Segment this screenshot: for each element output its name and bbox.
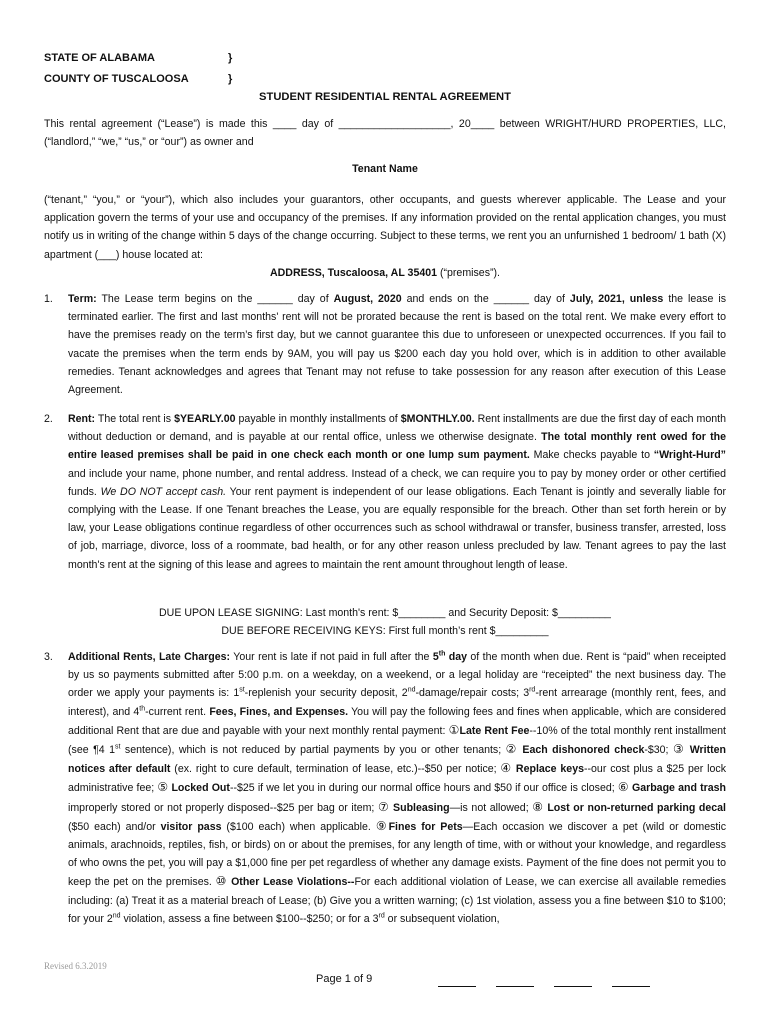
due-before-keys: DUE BEFORE RECEIVING KEYS: First full month’s rent $_________ [221, 625, 549, 637]
text-run: -$30; [644, 744, 673, 757]
superscript: rd [378, 912, 385, 920]
text-bold: Garbage and trash [628, 782, 726, 795]
text-bold: Late Rent Fee [459, 724, 530, 737]
section-label: Term: [68, 293, 97, 305]
text-run: Rent installments are due the first day of each month without deduction or demand, and is payable at our rental office, unless we otherwise designate. [68, 413, 726, 444]
text-run: -damage/repair costs; 3 [415, 687, 530, 700]
superscript: rd [529, 686, 536, 694]
text-run: Your rent payment is independent of our lease obligations. Each Tenant is jointly and severally liable for complying with the Lease. If one Tenant breaches the Lease, you are equally responsible for the breach. Other than set forth herein or by law, your Lease obligations continue regardless of other occurrences such as school withdrawal or transfer, business transfer, arrested, loss of job, marriage, divorce, loss of a roommate, bad health, or for any other reason unless precluded by law. Tenant agrees to pay the last month's rent at the signing of this lease and agrees to maintain the rent amount throughout length of lease. [68, 485, 726, 571]
address-rest: (“premises”). [437, 267, 500, 279]
text-run: Make checks payable to [529, 449, 654, 462]
section-number: 3. [44, 651, 53, 663]
text-bold: The total monthly rent owed for the entire leased premises shall be paid in one check each month or one lump sum payment. [68, 431, 726, 462]
text-bold: Locked Out [168, 782, 230, 795]
initial-line [438, 985, 476, 987]
text-run: ($50 each) and/or [68, 820, 161, 833]
circled-number-icon: ④ [500, 761, 513, 776]
superscript: st [239, 686, 245, 694]
text-bold: Fees, Fines, and Expenses. [209, 705, 349, 718]
text-run: and include your name, phone number, and rental address. Instead of a check, we can require you to pay by money order or other certified funds. [68, 467, 726, 498]
text-run: --10% of the total monthly rent installment (see ¶4 1 [68, 724, 727, 757]
text-run: -replenish your security deposit, 2 [244, 687, 408, 700]
state-label: STATE OF ALABAMA [44, 52, 156, 64]
circled-number-icon: ⑩ [215, 874, 228, 889]
text-bold: Lost or non-returned parking decal [543, 801, 727, 814]
tenant-name: Tenant Name [352, 163, 418, 175]
text-run: --our cost plus a $25 per lock administrative fee; [68, 763, 726, 795]
text-bold: $YEARLY.00 [174, 413, 236, 425]
text-bold: Each dishonored check [517, 744, 645, 757]
circled-number-icon: ① [448, 722, 460, 737]
brace: } [228, 73, 233, 85]
page-number: Page 1 of 9 [316, 973, 373, 985]
text-run: —Each occasion we discover a pet (wild or domestic animals, arachnoids, reptiles, fish, or birds) on or about the premises, for any length of time, with or without your knowledge, and regardless of who owns the pet, you will pay a $1,000 fine per pet regardless of whether any damage exists. Payment of the fine does not permit you to keep the pet on the premises. [68, 820, 726, 889]
text-run: improperly stored or not properly disposed--$25 per bag or item; [68, 801, 378, 814]
text-run: —is not allowed; [449, 801, 533, 814]
initial-line [496, 985, 534, 987]
section-text [68, 410, 726, 574]
text-run: -rent arrearage (monthly rent, fees, and interest), and 4 [68, 687, 726, 718]
section-term [44, 290, 726, 399]
text-bold: August, 2020 [333, 293, 402, 305]
text-run: You will pay the following fees and fines when applicable, which are considered additional Rent that are due and payable with your next monthly rental payment: [68, 705, 726, 737]
address-bold: ADDRESS, Tuscaloosa, AL 35401 [270, 267, 438, 279]
intro-paragraph: This rental agreement (“Lease”) is made this ____ day of ___________________, 20____ between WRIGHT/HURD PROPERTIES, LLC, (“landlord,” “we,” “us,” or “our”) as owner and [44, 118, 726, 149]
text-run: -current rent. [145, 705, 210, 718]
text-run: Your rent is late if not paid in full after the [230, 651, 433, 663]
section-rent [44, 410, 726, 574]
text-run: and ends on the ______ day of [401, 293, 570, 305]
text-run: --$25 if we let you in during our normal office hours and $50 if our office is closed; [229, 782, 618, 795]
text-run: For each additional violation of Lease, we can exercise all available remedies including: (a) Treat it as a material breach of Lease; (b) Give you a written warning; (c) 1st violation, assess you a fine between $10 to $100; for your 2 [68, 876, 726, 925]
caption-header [44, 48, 232, 90]
due-upon-signing: DUE UPON LEASE SIGNING: Last month's rent: $________ and Security Deposit: $_________ [159, 607, 611, 619]
superscript: nd [407, 686, 416, 694]
section-label: Additional Rents, Late Charges: [68, 651, 231, 663]
text-bold: Written notices after default [68, 744, 726, 776]
text-run: The total rent is [95, 413, 175, 425]
circled-number-icon: ② [505, 742, 518, 757]
text-run: payable in monthly installments of [235, 413, 401, 425]
tenant-definition-paragraph: (“tenant,” “you,” or “your”), which also includes your guarantors, other occupants, and guests wherever applicable. The Lease and your application govern the terms of your use and occupancy of the premises. If any information provided on the rental application changes, you must notify us in writing of the change within 5 days of the change occurring. Subject to these terms, we rent you an unfurnished 1 bedroom/ 1 bath (X) apartment (___) house located at: [44, 194, 726, 261]
section-number: 2. [44, 413, 53, 425]
text-run: violation, assess a fine between $100--$250; or for a 3 [120, 912, 379, 925]
text-run: . The order we apply your payments is: 1 [68, 669, 727, 700]
initial-line [612, 985, 650, 987]
circled-number-icon: ⑧ [532, 799, 544, 814]
text-bold: Subleasing [389, 801, 450, 814]
text-italic: We DO NOT accept cash. [100, 485, 227, 498]
circled-number-icon: ⑦ [377, 799, 390, 814]
address-line [0, 264, 770, 282]
superscript: st [115, 743, 121, 751]
section-text [68, 290, 726, 399]
text-bold: visitor pass [160, 820, 222, 833]
text-bold: Fines for Pets [388, 820, 463, 833]
text-bold: Other Lease Violations-- [227, 876, 355, 889]
initials-lines [438, 985, 650, 987]
superscript: th [139, 705, 146, 713]
brace: } [228, 52, 233, 64]
text-run: ($100 each) when applicable. [221, 820, 376, 833]
document-title: STUDENT RESIDENTIAL RENTAL AGREEMENT [259, 91, 511, 103]
section-additional-rents [44, 648, 726, 928]
county-label: COUNTY OF TUSCALOOSA [44, 73, 189, 85]
text-bold: $MONTHLY.00. [400, 413, 475, 425]
text-run: of the month when due. Rent is “paid” when receipted by us so payments submitted after 5:00 p.m. on a weekday, on a weekend, or a legal holiday are “receipted” the next business day [68, 651, 726, 682]
text-bold: 5 [432, 651, 439, 663]
text-bold: Replace keys [512, 763, 584, 776]
text-run: The Lease term begins on the ______ day of [96, 293, 334, 305]
section-text [68, 648, 726, 928]
section-label: Rent: [68, 413, 96, 425]
superscript: nd [112, 912, 121, 920]
circled-number-icon: ⑨ [375, 818, 389, 833]
section-number: 1. [44, 293, 53, 305]
circled-number-icon: ⑤ [157, 780, 169, 795]
text-bold: “Wright-Hurd” [653, 449, 726, 462]
initial-line [554, 985, 592, 987]
circled-number-icon: ③ [672, 742, 686, 757]
text-bold: day [445, 651, 467, 663]
text-bold: th [438, 650, 446, 658]
text-run: the lease is terminated earlier. The first and last months' rent will not be prorated because the rent is based on the total rent. We make every effort to have the premises ready on the term’s first day, but we cannot guarantee this due to unforeseen or unexpected occurrences. If you fail to vacate the premises when the term ends by 9AM, you will pay us $200 each day you hold over, which is in addition to other available remedies. Tenant acknowledges and agrees that Tenant may not refuse to take possession for any reason after execution of this Lease Agreement. [68, 293, 726, 397]
text-run: or subsequent violation, [384, 912, 500, 925]
text-run: sentence), which is not reduced by partial payments by you or other tenants; [120, 744, 506, 757]
circled-number-icon: ⑥ [617, 780, 629, 795]
text-run: (ex. right to cure default, termination of lease, etc.)--$50 per notice; [170, 763, 501, 776]
revision-note: Revised 6.3.2019 [44, 961, 107, 971]
text-bold: July, 2021, unless [569, 293, 664, 305]
